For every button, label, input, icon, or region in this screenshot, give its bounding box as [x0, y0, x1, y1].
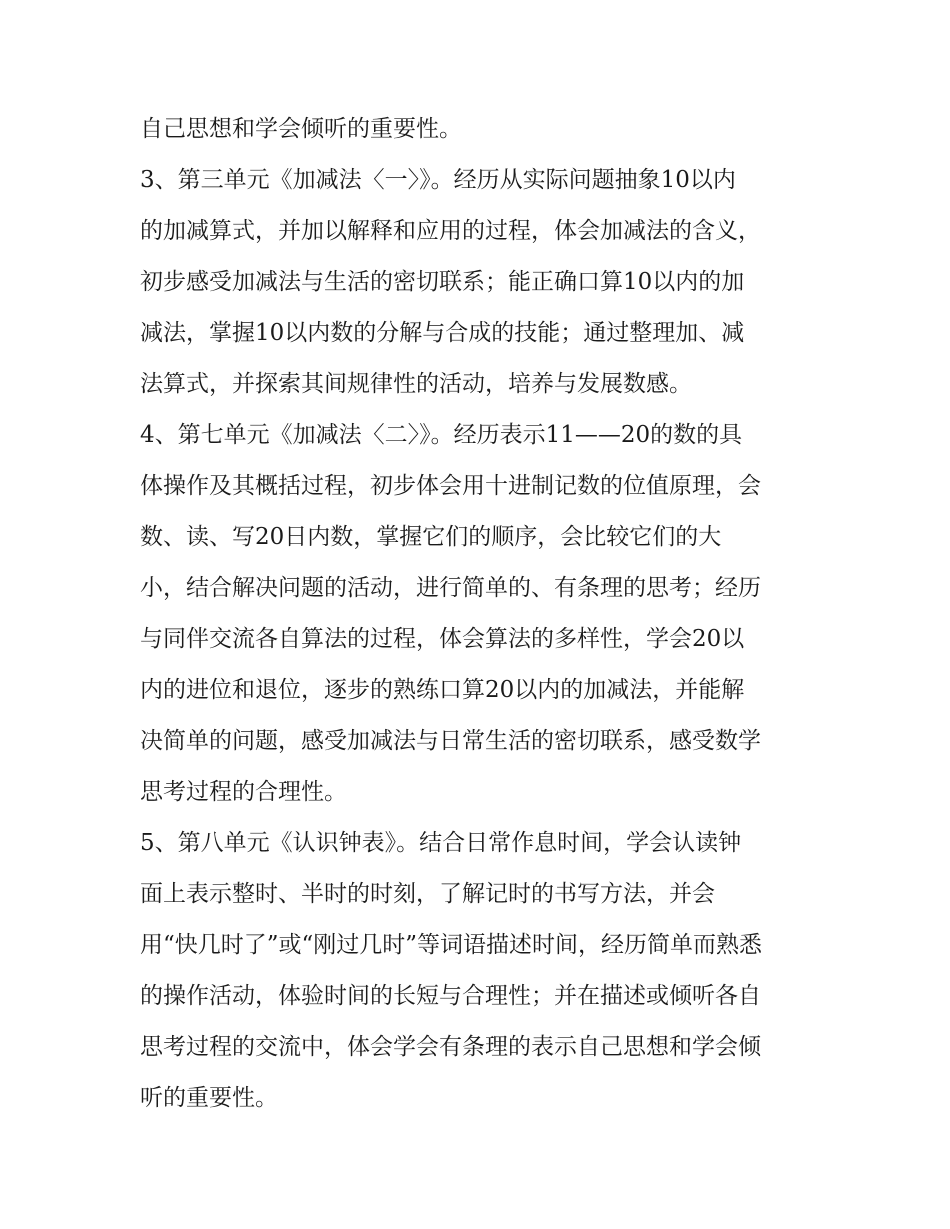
text-line: 4、第七单元《加减法〈二〉》。经历表示11——20的数的具 [140, 422, 743, 448]
text-line: 面上表示整时、半时的时刻，了解记时的书写方法，并会 [140, 881, 715, 907]
text-line: 法算式，并探索其间规律性的活动，培养与发展数感。 [140, 371, 692, 397]
text-line: 决简单的问题，感受加减法与日常生活的密切联系，感受数学 [140, 728, 761, 754]
text-line: 用“快几时了”或“刚过几时”等词语描述时间，经历简单而熟悉 [140, 932, 763, 958]
text-line: 思考过程的合理性。 [140, 779, 347, 805]
text-line: 的加减算式，并加以解释和应用的过程，体会加减法的含义， [140, 218, 761, 244]
text-line: 听的重要性。 [140, 1085, 278, 1111]
text-line: 思考过程的交流中，体会学会有条理的表示自己思想和学会倾 [140, 1034, 761, 1060]
text-line: 小，结合解决问题的活动，进行简单的、有条理的思考；经历 [140, 575, 761, 601]
text-line: 5、第八单元《认识钟表》。结合日常作息时间，学会认读钟 [140, 830, 742, 856]
text-line: 3、第三单元《加减法〈一〉》。经历从实际问题抽象10以内 [140, 167, 736, 193]
text-line: 减法，掌握10以内数的分解与合成的技能；通过整理加、减 [140, 320, 745, 346]
text-line: 数、读、写20日内数，掌握它们的顺序，会比较它们的大 [140, 524, 722, 550]
text-line: 初步感受加减法与生活的密切联系；能正确口算10以内的加 [140, 269, 745, 295]
text-line: 与同伴交流各自算法的过程，体会算法的多样性，学会20以 [140, 626, 745, 652]
document-body [140, 104, 830, 1124]
text-line: 的操作活动，体验时间的长短与合理性；并在描述或倾听各自 [140, 983, 761, 1009]
text-line: 自己思想和学会倾听的重要性。 [140, 116, 462, 142]
text-line: 体操作及其概括过程，初步体会用十进制记数的位值原理，会 [140, 473, 761, 499]
text-line: 内的进位和退位，逐步的熟练口算20以内的加减法，并能解 [140, 677, 745, 703]
